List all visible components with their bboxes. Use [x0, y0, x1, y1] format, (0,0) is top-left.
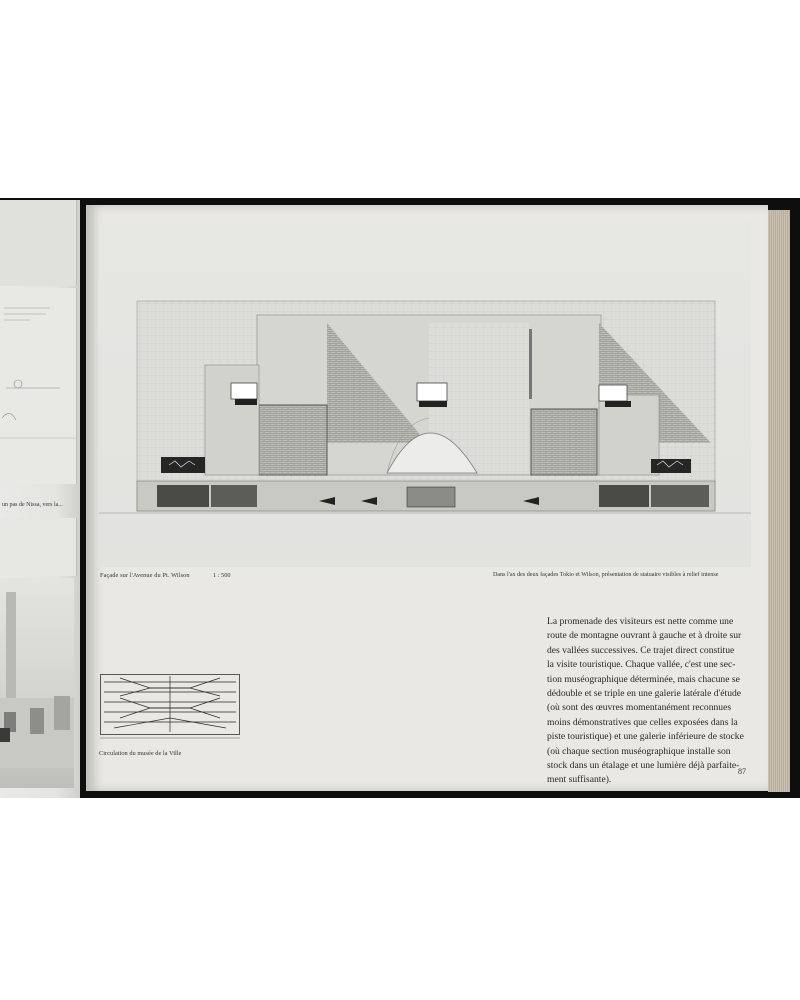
plate-caption-left: Façade sur l'Avenue du Pt. Wilson [100, 572, 190, 579]
facade-elevation-plate [99, 223, 751, 567]
body-line: des vallées successives. Ce trajet direct constitue [547, 644, 735, 656]
circulation-diagram [100, 674, 240, 740]
body-line: tion muséographique déterminée, mais chacune se [547, 673, 740, 685]
left-page [0, 200, 80, 798]
body-line: ment suffisante). [547, 774, 612, 786]
page-stack-edge [768, 210, 790, 792]
body-paragraph [547, 615, 754, 788]
left-figure-top [0, 200, 77, 286]
body-line: (où chaque section muséographique installe son [547, 745, 731, 757]
body-line: La promenade des visiteurs est nette comme une [547, 616, 734, 627]
left-figure-sketch [0, 288, 76, 484]
left-figure-lower [0, 518, 77, 576]
left-page-caption: un pas de Nissa, vers la... [2, 502, 63, 508]
plate-caption-right: Dans l'ax des deux façades Tokio et Wilson, présentation de statuaire visibles à relief intense [493, 572, 719, 578]
body-line: route de montagne ouvrant à gauche et à droite sur [547, 630, 742, 642]
plate-scale: 1 : 500 [213, 572, 231, 579]
left-tower-sketch [0, 578, 74, 788]
body-line: moins démonstratives que celles exposées dans la [547, 716, 738, 728]
left-figure-middle [0, 288, 77, 484]
facade-elevation-drawing [99, 223, 751, 567]
body-line: stock dans un étalage et une lumière déjà parfaite- [547, 760, 740, 772]
left-tower-image [0, 578, 74, 788]
body-line: piste touristique) et une galerie inférieure de stocke [547, 731, 744, 743]
body-line: (où sont des œuvres momentanément reconnues [547, 702, 732, 714]
body-line: la visite touristique. Chaque vallée, c'est une sec- [547, 659, 736, 671]
body-line: dédouble et se triple en une galerie latérale d'étude [547, 688, 742, 700]
diagram-caption: Circulation du musée de la Ville [99, 750, 182, 757]
page-number: 87 [738, 767, 746, 776]
